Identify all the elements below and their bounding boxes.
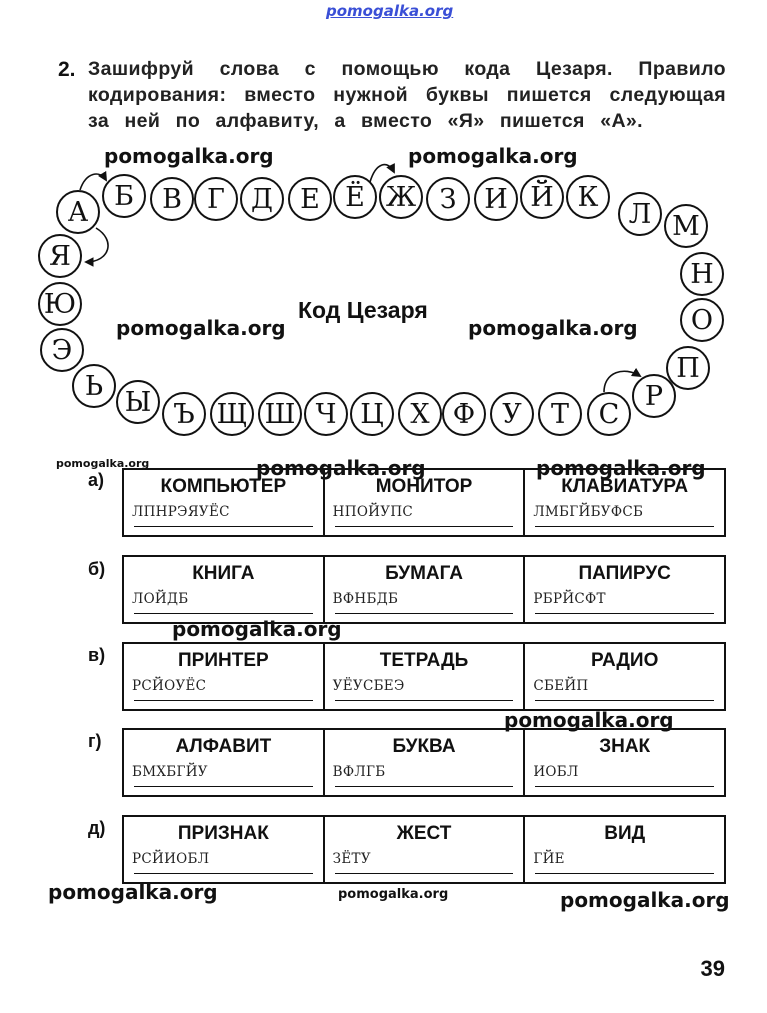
watermark-text: pomogalka.org <box>408 144 578 168</box>
cipher-letter-text: Ф <box>452 398 476 430</box>
cipher-letter-text: Э <box>51 334 73 366</box>
source-word: ВИД <box>604 823 646 844</box>
cipher-letter-text: О <box>690 304 714 336</box>
source-word: ЗНАК <box>599 736 651 757</box>
cipher-letter-text: Д <box>251 183 273 215</box>
cipher-letter-text: Ц <box>360 398 384 430</box>
answer-line <box>134 873 313 874</box>
cipher-letter <box>150 177 194 221</box>
encoded-answer: ЛПНРЭЯУЁС <box>132 504 230 520</box>
answer-line <box>535 526 714 527</box>
table-cell <box>325 817 526 882</box>
cipher-letter <box>490 392 534 436</box>
table-cell <box>525 557 724 622</box>
cipher-letter-text: Г <box>207 183 225 215</box>
table-cell <box>124 470 325 535</box>
source-word: РАДИО <box>590 650 659 671</box>
encoded-answer: БМХБГЙУ <box>132 764 208 780</box>
cipher-letter <box>442 392 486 436</box>
cipher-letter-text: Я <box>49 240 71 272</box>
cipher-letter-text: Б <box>114 180 134 212</box>
cipher-letter <box>38 234 82 278</box>
cipher-letter <box>426 177 470 221</box>
word-table <box>122 815 726 884</box>
cipher-letter <box>379 175 423 219</box>
encoded-answer: РСЙОУЁС <box>132 678 207 694</box>
cipher-letter <box>333 175 377 219</box>
table-cell <box>124 557 325 622</box>
table-cell <box>525 644 724 709</box>
table-cell <box>525 470 724 535</box>
source-word: ЖЕСТ <box>396 823 452 844</box>
cipher-letter <box>304 392 348 436</box>
cipher-letter <box>116 380 160 424</box>
cipher-letter <box>632 374 676 418</box>
encoded-answer: ГЙЕ <box>533 851 565 867</box>
watermark-text: pomogalka.org <box>468 316 638 340</box>
cipher-letter <box>56 190 100 234</box>
cipher-letter-text: П <box>676 352 700 384</box>
watermark-text: pomogalka.org <box>172 617 342 641</box>
table-cell <box>124 730 325 795</box>
answer-line <box>535 873 714 874</box>
source-word: БУКВА <box>392 736 456 757</box>
cipher-letter-text: Л <box>628 198 652 230</box>
cipher-letter-text: У <box>502 398 522 430</box>
arrow-a-to-b <box>80 174 106 190</box>
watermark-text: pomogalka.org <box>256 456 426 480</box>
encoded-answer: РСЙИОБЛ <box>132 851 210 867</box>
cipher-letter <box>194 177 238 221</box>
cipher-letter <box>162 392 206 436</box>
cipher-letter <box>40 328 84 372</box>
row-label: г) <box>88 731 102 751</box>
table-cell <box>124 817 325 882</box>
encoded-answer: СБЕЙП <box>533 678 589 694</box>
watermark-text: pomogalka.org <box>338 887 449 902</box>
word-table <box>122 642 726 711</box>
cipher-letter <box>664 204 708 248</box>
encoded-answer: ЗЁТУ <box>332 851 371 867</box>
cipher-letter-text: А <box>67 196 89 228</box>
answer-line <box>134 613 313 614</box>
encoded-answer: ЛОЙДБ <box>132 591 189 607</box>
watermark-text: pomogalka.org <box>116 316 286 340</box>
cipher-letter-text: И <box>484 183 508 215</box>
answer-line <box>535 613 714 614</box>
watermark-text: pomogalka.org <box>504 708 674 732</box>
table-cell <box>325 470 526 535</box>
cipher-letter <box>102 174 146 218</box>
task-text-line-1: Зашифруй слова с помощью кода Цезаря. Правило <box>88 58 726 80</box>
arrow-ya-to-a <box>86 228 108 262</box>
encoded-answer: ВФЛГБ <box>332 764 386 780</box>
cipher-letter-text: Ж <box>385 181 417 213</box>
page-number: 39 <box>700 956 725 981</box>
cipher-letter <box>288 177 332 221</box>
cipher-letter <box>240 177 284 221</box>
watermark-text: pomogalka.org <box>56 457 150 470</box>
answer-line <box>134 700 313 701</box>
table-cell <box>325 644 526 709</box>
cipher-letter-text: Ё <box>345 181 365 213</box>
cipher-letter-text: З <box>439 183 457 215</box>
source-word: ТЕТРАДЬ <box>379 650 469 671</box>
cipher-letter <box>618 192 662 236</box>
cipher-letter <box>680 298 724 342</box>
table-cell <box>525 817 724 882</box>
encoded-answer: ЛМБГЙБУФСБ <box>533 504 644 520</box>
watermark-link-top[interactable]: pomogalka.org <box>326 2 454 20</box>
watermark-text: pomogalka.org <box>104 144 274 168</box>
row-label: б) <box>88 559 106 579</box>
cipher-letter-text: К <box>577 181 599 213</box>
source-word: КОМПЬЮТЕР <box>160 476 287 497</box>
cipher-letter <box>210 392 254 436</box>
table-cell <box>325 730 526 795</box>
cipher-letter-text: Е <box>300 183 320 215</box>
answer-line <box>535 786 714 787</box>
cipher-letter-text: Х <box>410 398 430 430</box>
table-cell <box>325 557 526 622</box>
cipher-letter <box>38 282 82 326</box>
row-label: в) <box>88 645 106 665</box>
cipher-letter-text: В <box>162 183 182 215</box>
encoded-answer: НПОЙУПС <box>332 504 414 520</box>
answer-line <box>335 786 514 787</box>
cipher-letter-text: Й <box>530 181 554 213</box>
cipher-letter-text: Ч <box>315 398 337 430</box>
encoded-answer: ИОБЛ <box>533 764 579 780</box>
answer-line <box>134 786 313 787</box>
cipher-letter-text: Н <box>690 258 714 290</box>
encoded-answer: УЁУСБЕЭ <box>332 678 405 694</box>
cipher-letter-text: Ш <box>264 398 296 430</box>
cipher-letter <box>587 392 631 436</box>
cipher-letter <box>350 392 394 436</box>
encoded-answer: ВФНБДБ <box>332 591 399 607</box>
table-cell <box>525 730 724 795</box>
task-text-line-2: кодирования: вместо нужной буквы пишется следующая <box>88 84 726 106</box>
cipher-letter <box>398 392 442 436</box>
cipher-letter <box>680 252 724 296</box>
source-word: МОНИТОР <box>375 476 473 497</box>
cipher-letter-text: Щ <box>216 398 248 430</box>
cipher-letter-text: Ы <box>124 386 152 418</box>
cipher-letter-text: Т <box>550 398 569 430</box>
source-word: ПАПИРУС <box>578 563 671 584</box>
source-word: БУМАГА <box>385 563 463 584</box>
code-title: Код Цезаря <box>298 297 428 323</box>
task-number: 2. <box>58 58 76 81</box>
cipher-letter-text: Ю <box>43 288 77 320</box>
cipher-letter <box>520 175 564 219</box>
source-word: КНИГА <box>192 563 255 584</box>
answer-line <box>335 526 514 527</box>
encoded-answer: РБРЙСФТ <box>533 591 606 607</box>
source-word: ПРИНТЕР <box>178 650 269 671</box>
table-cell <box>124 644 325 709</box>
answer-line <box>335 613 514 614</box>
word-table <box>122 728 726 797</box>
source-word: АЛФАВИТ <box>175 736 272 757</box>
watermark-text: pomogalka.org <box>48 880 218 904</box>
source-word: КЛАВИАТУРА <box>561 476 689 497</box>
answer-line <box>134 526 313 527</box>
cipher-letter-text: Ъ <box>173 398 195 430</box>
word-table <box>122 468 726 537</box>
cipher-letter <box>72 364 116 408</box>
watermark-text: pomogalka.org <box>536 456 706 480</box>
task-text-line-3: за ней по алфавиту, а вместо «Я» пишется «А». <box>88 110 643 132</box>
cipher-letter <box>474 177 518 221</box>
word-table <box>122 555 726 624</box>
watermark-text: pomogalka.org <box>560 888 730 912</box>
cipher-letter <box>538 392 582 436</box>
cipher-letter <box>258 392 302 436</box>
answer-line <box>535 700 714 701</box>
cipher-letter-text: С <box>598 398 620 430</box>
cipher-letter-text: Р <box>644 380 664 412</box>
cipher-letter <box>566 175 610 219</box>
cipher-letter-text: Ь <box>84 370 104 402</box>
answer-line <box>335 700 514 701</box>
answer-line <box>335 873 514 874</box>
row-label: д) <box>88 818 106 838</box>
row-label: а) <box>88 470 105 490</box>
source-word: ПРИЗНАК <box>177 823 269 844</box>
cipher-letter-text: М <box>672 210 700 242</box>
